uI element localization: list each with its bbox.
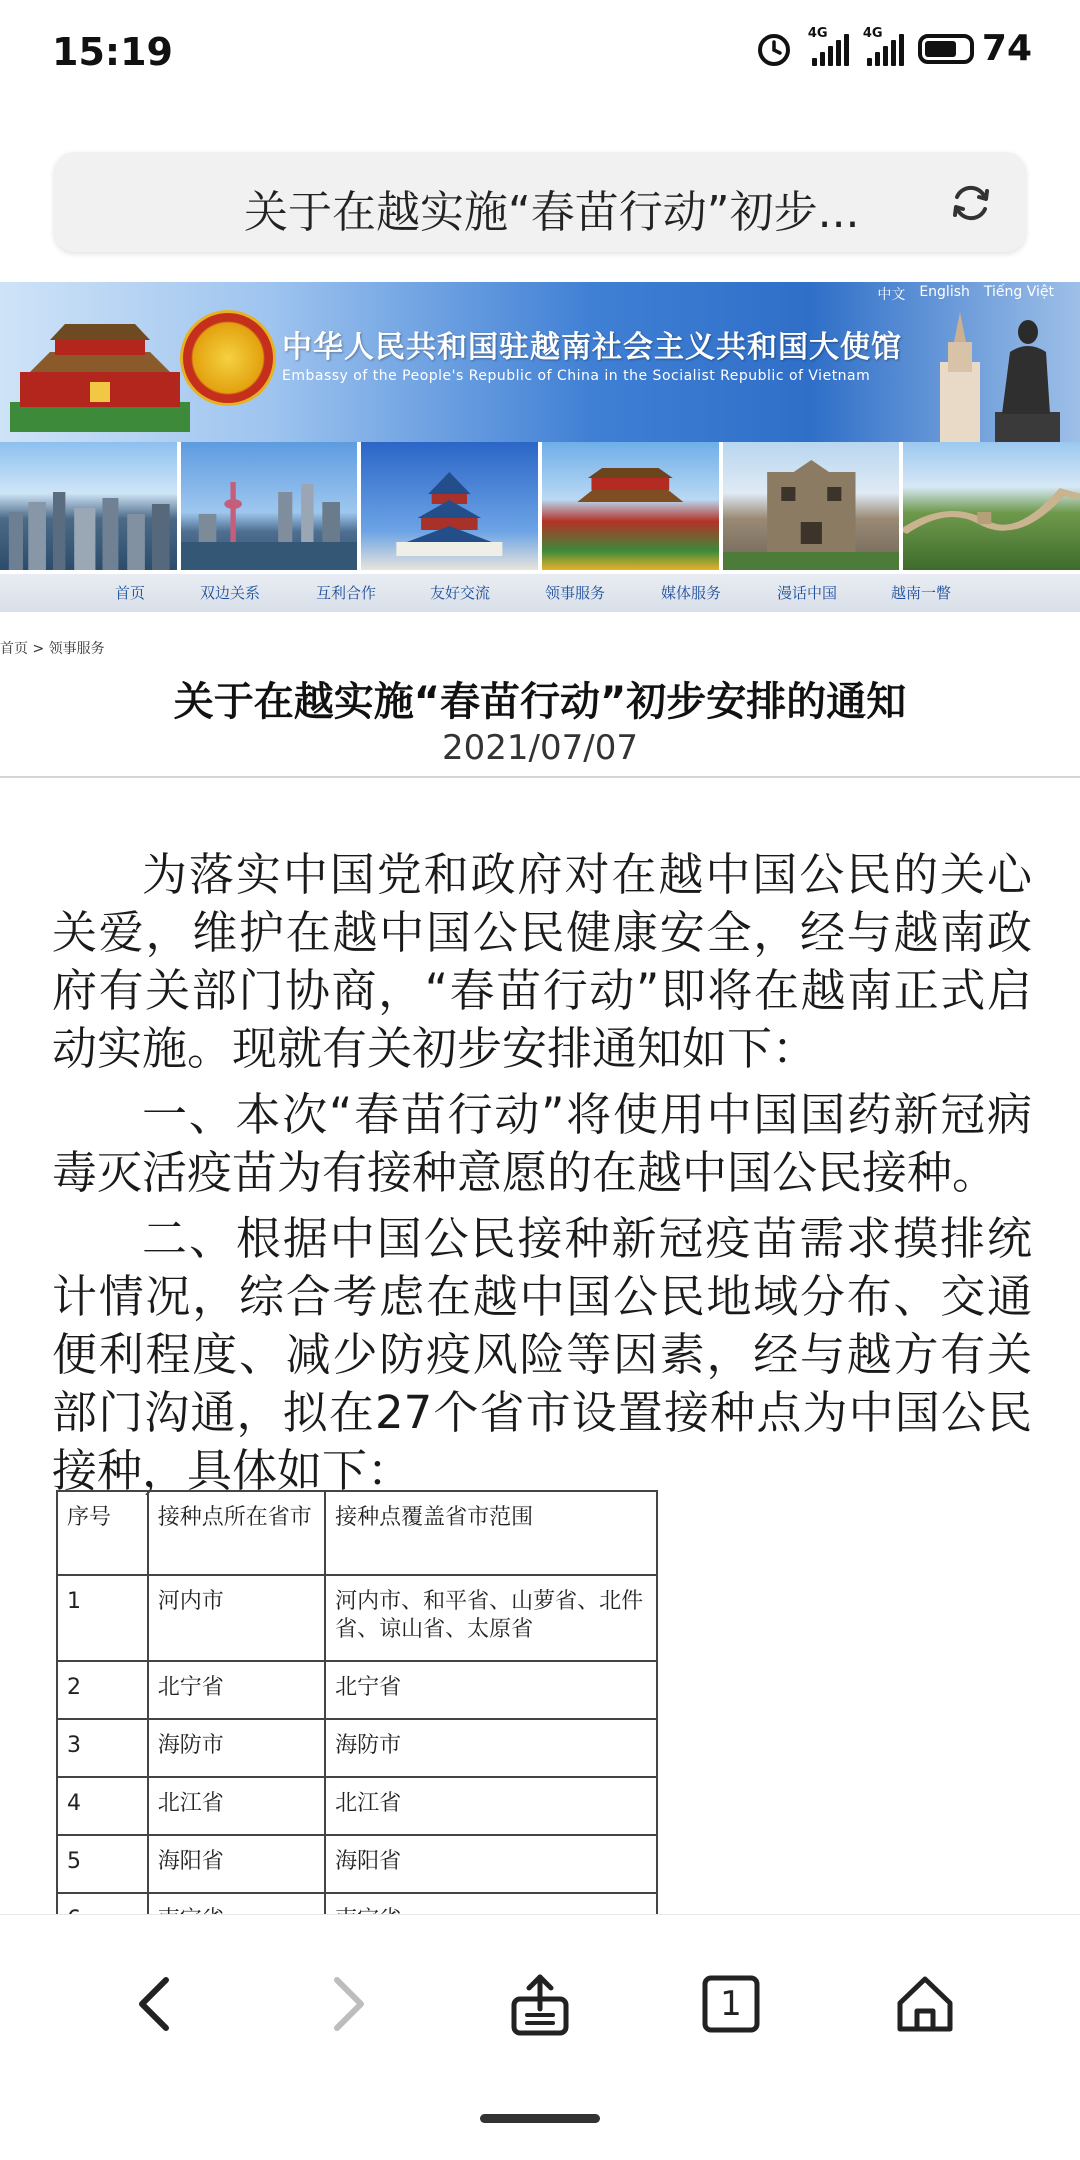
table-row	[57, 1719, 657, 1777]
article-body	[52, 846, 1032, 1508]
signal-icon	[807, 25, 849, 66]
article-paragraph: 一、本次“春苗行动”将使用中国国药新冠病毒灭活疫苗为有接种意愿的在越中国公民接种。	[52, 1088, 1032, 1199]
table-cell: 北宁省	[325, 1661, 657, 1719]
page-title-in-address-bar[interactable]: 关于在越实施“春苗行动”初步...	[244, 187, 860, 238]
nav-item-china[interactable]: 漫话中国	[777, 584, 838, 602]
forward-icon[interactable]	[323, 1974, 373, 2034]
lang-link-vi[interactable]: Tiếng Việt	[983, 284, 1054, 300]
table-header-row	[57, 1491, 657, 1575]
photo-tiananmen	[542, 442, 719, 570]
table-header-cell: 接种点覆盖省市范围	[325, 1491, 657, 1575]
photo-great-wall	[903, 442, 1080, 570]
table-header-cell: 序号	[57, 1491, 148, 1575]
nav-item-consular[interactable]: 领事服务	[545, 584, 606, 602]
photo-temple-of-heaven	[361, 442, 538, 570]
status-icons	[754, 25, 1032, 69]
network-type-label: 4G	[862, 25, 883, 41]
table-cell: 海阳省	[325, 1835, 657, 1893]
table-cell: 海防市	[148, 1719, 325, 1777]
tabs-button[interactable]	[696, 1969, 766, 2039]
table-cell: 河内市、和平省、山萝省、北件省、谅山省、太原省	[325, 1575, 657, 1661]
forward-button[interactable]	[313, 1969, 383, 2039]
photo-shanghai	[181, 442, 358, 570]
breadcrumb[interactable]: 首页 > 领事服务	[0, 641, 105, 657]
article-paragraph: 二、根据中国公民接种新冠疫苗需求摸排统计情况，综合考虑在越中国公民地域分布、交通便利程度、减少防疫风险等因素，经与越方有关部门沟通，拟在27个省市设置接种点为中国公民接种，具体如下：	[52, 1212, 1032, 1497]
alarm-icon	[754, 29, 794, 69]
embassy-banner	[0, 282, 1080, 442]
table-cell: 河内市	[148, 1575, 325, 1661]
back-button[interactable]	[120, 1969, 190, 2039]
table-row	[57, 1661, 657, 1719]
nav-item-home[interactable]: 首页	[115, 584, 146, 602]
reload-icon[interactable]	[948, 180, 994, 226]
table-cell: 海阳省	[148, 1835, 325, 1893]
table-row	[57, 1835, 657, 1893]
article-title: 关于在越实施“春苗行动”初步安排的通知	[173, 679, 907, 725]
table-row	[57, 1575, 657, 1661]
table-cell: 北江省	[325, 1777, 657, 1835]
battery-percent: 74	[981, 28, 1032, 69]
photo-ruins-of-st-paul	[723, 442, 900, 570]
statue-image	[940, 302, 1060, 442]
embassy-title-zh: 中华人民共和国驻越南社会主义共和国大使馆	[282, 330, 902, 365]
home-button[interactable]	[890, 1969, 960, 2039]
browser-toolbar	[0, 1914, 1080, 2160]
status-time: 15:19	[52, 30, 173, 74]
network-type-label: 4G	[807, 25, 828, 41]
divider	[0, 776, 1080, 778]
nav-item-exchange[interactable]: 友好交流	[430, 584, 491, 602]
nav-item-cooperation[interactable]: 互利合作	[316, 584, 377, 602]
article-paragraph: 为落实中国党和政府对在越中国公民的关心关爱，维护在越中国公民健康安全，经与越南政府有关部门协商，“春苗行动”即将在越南正式启动实施。现就有关初步安排通知如下：	[52, 848, 1032, 1075]
tab-count[interactable]: 1	[720, 1984, 742, 2024]
nav-item-vietnam[interactable]: 越南一瞥	[891, 584, 952, 602]
vaccination-sites-table	[56, 1490, 658, 1952]
table-cell: 1	[57, 1575, 148, 1661]
table-cell: 北宁省	[148, 1661, 325, 1719]
table-row	[57, 1777, 657, 1835]
home-indicator[interactable]	[480, 2114, 600, 2123]
national-emblem	[180, 310, 276, 406]
site-nav	[0, 574, 1080, 612]
back-icon[interactable]	[130, 1974, 180, 2034]
lang-link-en[interactable]: English	[919, 284, 970, 300]
table-header-cell: 接种点所在省市	[148, 1491, 325, 1575]
nav-item-bilateral[interactable]: 双边关系	[200, 584, 261, 602]
address-bar[interactable]	[54, 152, 1026, 252]
lang-link-zh[interactable]: 中文	[877, 287, 906, 303]
table-cell: 4	[57, 1777, 148, 1835]
status-bar	[0, 0, 1080, 110]
share-icon[interactable]	[509, 1971, 571, 2037]
table-cell: 海防市	[325, 1719, 657, 1777]
article-date: 2021/07/07	[442, 728, 638, 768]
table-cell: 3	[57, 1719, 148, 1777]
home-icon[interactable]	[894, 1973, 956, 2035]
battery-level-fill	[925, 41, 956, 57]
battery-icon	[918, 28, 1032, 69]
table-cell: 2	[57, 1661, 148, 1719]
signal-icon	[862, 25, 904, 66]
language-links	[877, 284, 1054, 304]
photo-strip	[0, 442, 1080, 570]
table-cell: 5	[57, 1835, 148, 1893]
nav-item-media[interactable]: 媒体服务	[661, 584, 722, 602]
photo-hongkong	[0, 442, 177, 570]
tiananmen-gate-image	[10, 312, 190, 432]
share-button[interactable]	[505, 1969, 575, 2039]
embassy-title-en: Embassy of the People's Republic of China in the Socialist Republic of Vietnam	[282, 368, 871, 384]
table-cell: 北江省	[148, 1777, 325, 1835]
